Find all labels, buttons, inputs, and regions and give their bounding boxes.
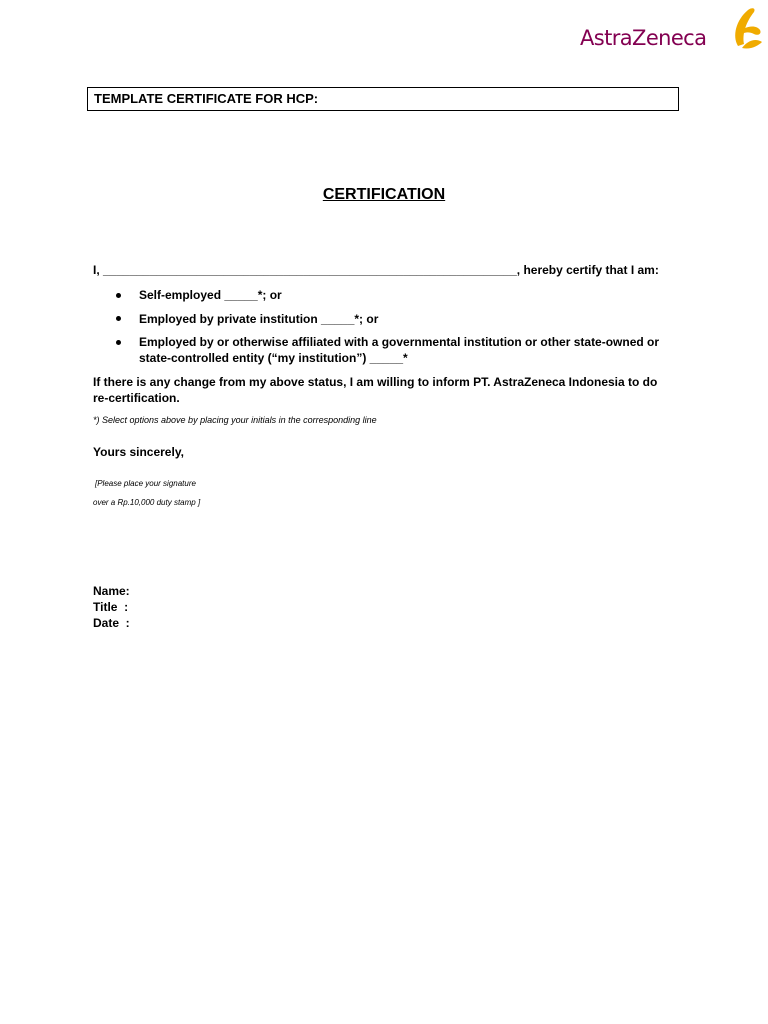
bullet-icon	[116, 293, 121, 298]
bullet-icon	[116, 316, 121, 321]
intro-line: I, ______________________________________________________________, hereby certify that I am:	[93, 263, 659, 277]
astrazeneca-logo	[578, 6, 764, 54]
document-title: CERTIFICATION	[322, 186, 446, 203]
closing: Yours sincerely,	[93, 445, 184, 459]
bullet-icon	[116, 340, 121, 345]
change-notice-line2: re-certification.	[93, 391, 180, 405]
change-notice-line1: If there is any change from my above status, I am willing to inform PT. AstraZeneca Indonesia to do	[93, 375, 658, 389]
option-self-employed: Self-employed _____*; or	[139, 288, 282, 302]
signature-note-line1: [Please place your signature	[95, 479, 196, 488]
option-government-line2: state-controlled entity (“my institution”) _____*	[139, 351, 408, 365]
header-box	[87, 87, 679, 111]
date-field-label: Date :	[93, 616, 130, 630]
option-private-institution: Employed by private institution _____*; or	[139, 312, 379, 326]
signature-note-line2: over a Rp.10,000 duty stamp ]	[93, 498, 201, 507]
logo-wordmark: AstraZeneca	[580, 26, 707, 50]
astrazeneca-swirl-icon	[730, 6, 764, 50]
title-field-label: Title :	[93, 600, 129, 614]
header-title: TEMPLATE CERTIFICATE FOR HCP:	[94, 91, 319, 106]
footnote: *) Select options above by placing your initials in the corresponding line	[93, 415, 377, 425]
name-field-label: Name:	[93, 584, 130, 598]
option-government-line1: Employed by or otherwise affiliated with a governmental institution or other state-owned or	[139, 335, 660, 349]
